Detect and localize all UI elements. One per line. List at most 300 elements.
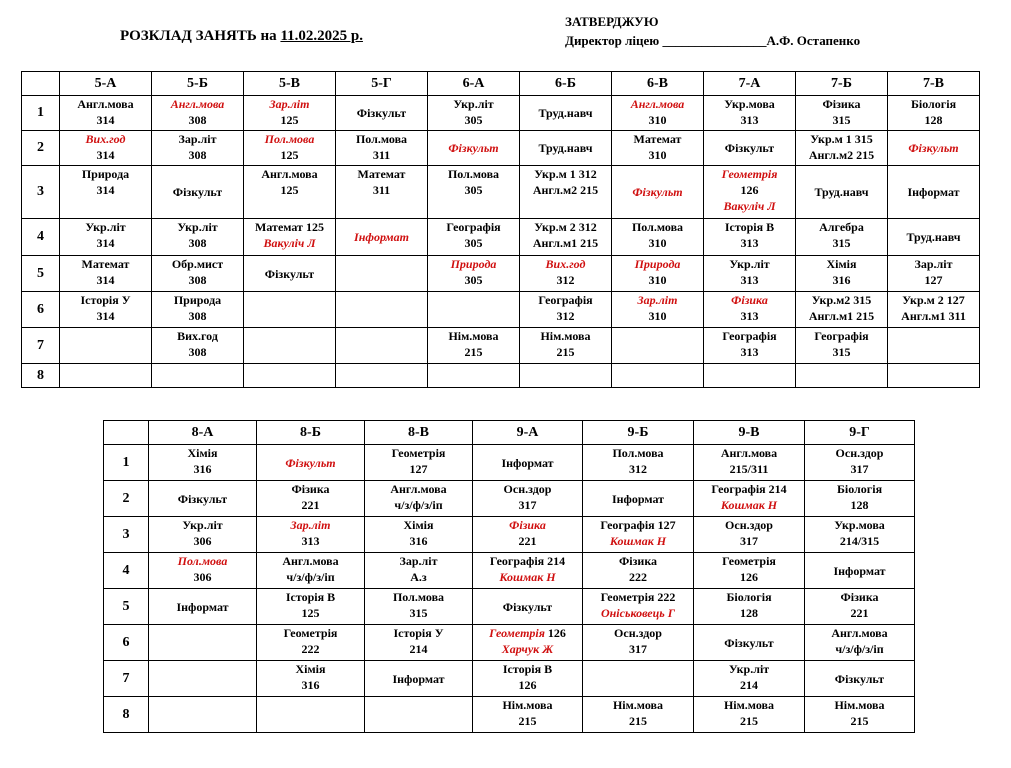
lesson-text: Укр.літ xyxy=(177,220,218,234)
class-header: 8-Б xyxy=(257,421,365,445)
lesson-cell xyxy=(473,697,583,733)
lesson-line xyxy=(584,569,692,585)
lesson-line xyxy=(366,605,471,621)
lesson-cell xyxy=(257,517,365,553)
lesson-text: 314 xyxy=(96,273,115,287)
lesson-line xyxy=(521,292,610,308)
lesson-line xyxy=(797,96,886,112)
lesson-row xyxy=(22,292,980,328)
lesson-cell xyxy=(473,589,583,625)
corner-cell xyxy=(22,72,60,96)
lesson-cell xyxy=(694,517,805,553)
lesson-line xyxy=(797,272,886,288)
lesson-line xyxy=(889,229,978,245)
lesson-cell xyxy=(244,166,336,219)
lesson-line xyxy=(613,235,702,251)
lesson-text: 317 xyxy=(850,462,869,476)
lesson-cell xyxy=(612,166,704,219)
lesson-cell xyxy=(149,661,257,697)
lesson-cell xyxy=(612,96,704,131)
lesson-line xyxy=(797,147,886,163)
lesson-text-highlighted: Вих.год xyxy=(545,257,586,271)
lesson-text: Історія У xyxy=(80,293,131,307)
lesson-text-highlighted: Фізкульт xyxy=(285,455,336,470)
lesson-text: Укр.м 2 312 xyxy=(534,220,597,234)
lesson-text: 308 xyxy=(188,113,207,127)
lesson-text: 315 xyxy=(832,345,851,359)
lesson-text: Біологія xyxy=(836,482,883,496)
lesson-text: Хімія xyxy=(295,662,326,676)
lesson-text: Укр.літ xyxy=(729,257,770,271)
lesson-line xyxy=(695,635,803,651)
lesson-row xyxy=(22,166,980,219)
lesson-text-highlighted: Зар.літ xyxy=(269,97,310,111)
lesson-line xyxy=(245,166,334,182)
lesson-line xyxy=(366,553,471,569)
lesson-cell xyxy=(257,481,365,517)
lesson-cell xyxy=(336,256,428,292)
lesson-row xyxy=(22,96,980,131)
lesson-text-highlighted: Фізика xyxy=(731,293,768,307)
lesson-cell xyxy=(520,292,612,328)
lesson-cell xyxy=(365,517,473,553)
lesson-line xyxy=(705,219,794,235)
director-label: Директор ліцею xyxy=(565,33,663,48)
lesson-text: Нім.мова xyxy=(612,698,664,712)
lesson-line xyxy=(695,589,803,605)
lesson-line xyxy=(150,599,255,615)
lesson-text: Фізкульт xyxy=(834,671,885,686)
lesson-text: 128 xyxy=(740,606,758,620)
lesson-text: Географія xyxy=(538,293,593,307)
lesson-number: 3 xyxy=(104,517,149,553)
lesson-text: 317 xyxy=(518,498,537,512)
lesson-cell xyxy=(473,661,583,697)
lesson-cell xyxy=(583,481,694,517)
lesson-cell xyxy=(796,96,888,131)
lesson-cell xyxy=(694,445,805,481)
lesson-line xyxy=(245,266,334,282)
lesson-text: ч/з/ф/з/іп xyxy=(394,498,443,512)
lesson-number: 6 xyxy=(22,292,60,328)
lesson-text: Англ.м2 215 xyxy=(532,183,599,197)
lesson-line xyxy=(150,553,255,569)
lesson-line xyxy=(258,455,363,471)
lesson-text-highlighted: Вих.год xyxy=(85,132,126,146)
lesson-line xyxy=(366,461,471,477)
lesson-cell xyxy=(888,256,980,292)
lesson-text: Географія 127 xyxy=(600,518,676,532)
lesson-text: Осн.здор xyxy=(835,446,884,460)
lesson-text: Укр.м2 315 xyxy=(811,293,872,307)
lesson-text: 215 xyxy=(629,714,647,728)
lesson-text: Природа xyxy=(173,293,222,307)
lesson-text-highlighted: Інформат xyxy=(354,230,409,244)
lesson-text: 126 xyxy=(740,183,759,197)
lesson-cell xyxy=(520,256,612,292)
lesson-line xyxy=(889,308,978,324)
lesson-text: Історія В xyxy=(724,220,775,234)
lesson-text: Укр.м 1 315 xyxy=(810,132,873,146)
lesson-cell xyxy=(428,364,520,388)
lesson-line xyxy=(613,292,702,308)
lesson-line xyxy=(474,569,581,585)
lesson-line xyxy=(806,641,913,657)
lesson-text: 215/311 xyxy=(729,462,769,476)
lesson-text: Пол.мова xyxy=(392,590,445,604)
lesson-line xyxy=(705,198,794,214)
lesson-number: 5 xyxy=(22,256,60,292)
lesson-text: 315 xyxy=(409,606,428,620)
lesson-line xyxy=(695,677,803,693)
lesson-line xyxy=(797,131,886,147)
class-header: 6-Б xyxy=(520,72,612,96)
lesson-text: 311 xyxy=(372,183,391,197)
lesson-text: 313 xyxy=(301,534,320,548)
lesson-line xyxy=(889,184,978,200)
corner-cell xyxy=(104,421,149,445)
lesson-text: Фізкульт xyxy=(356,106,407,120)
lesson-line xyxy=(806,497,913,513)
lesson-line xyxy=(806,589,913,605)
lesson-text: 312 xyxy=(556,273,575,287)
lesson-row xyxy=(22,328,980,364)
lesson-row xyxy=(22,256,980,292)
lesson-text: 126 xyxy=(518,678,537,692)
lesson-cell xyxy=(694,625,805,661)
lesson-line xyxy=(521,140,610,156)
lesson-text: 315 xyxy=(832,236,851,250)
lesson-cell xyxy=(520,96,612,131)
lesson-text-highlighted: Англ.мова xyxy=(630,97,685,111)
lesson-cell xyxy=(152,166,244,219)
lesson-cell xyxy=(473,517,583,553)
lesson-cell xyxy=(365,589,473,625)
lesson-text-highlighted: Фізкульт xyxy=(908,141,959,155)
lesson-text: 125 xyxy=(280,113,299,127)
lesson-text: Математ 125 xyxy=(255,220,324,234)
lesson-cell xyxy=(428,219,520,256)
lesson-line xyxy=(429,96,518,112)
lesson-text: 305 xyxy=(464,113,483,127)
lesson-text: 313 xyxy=(740,273,759,287)
schedule-table-grades-8-9 xyxy=(103,420,915,733)
lesson-line xyxy=(521,272,610,288)
lesson-line xyxy=(806,517,913,533)
lesson-text: Нім.мова xyxy=(834,698,885,712)
lesson-text: Інформат xyxy=(176,599,229,614)
lesson-line xyxy=(613,184,702,200)
lesson-cell xyxy=(805,517,915,553)
lesson-text: Труд.навч xyxy=(538,141,593,155)
lesson-cell xyxy=(704,131,796,166)
lesson-number: 4 xyxy=(22,219,60,256)
lesson-cell xyxy=(257,589,365,625)
lesson-line xyxy=(366,445,471,461)
lesson-line xyxy=(584,589,692,605)
lesson-cell xyxy=(796,131,888,166)
lesson-text: Географія 214 xyxy=(711,482,787,496)
lesson-text: 128 xyxy=(924,113,943,127)
class-header: 5-Г xyxy=(336,72,428,96)
lesson-line xyxy=(150,569,255,585)
lesson-number: 2 xyxy=(22,131,60,166)
lesson-number: 4 xyxy=(104,553,149,589)
lesson-text: Нім.мова xyxy=(448,329,499,343)
lesson-text-highlighted: Пол.мова xyxy=(177,554,228,568)
lesson-line xyxy=(245,131,334,147)
lesson-line xyxy=(153,96,242,112)
lesson-text: 308 xyxy=(188,148,207,162)
lesson-line xyxy=(613,272,702,288)
lesson-text: Інформат xyxy=(611,491,665,506)
lesson-cell xyxy=(583,661,694,697)
lesson-row xyxy=(104,445,915,481)
lesson-cell xyxy=(520,364,612,388)
lesson-line xyxy=(474,641,581,657)
lesson-cell xyxy=(473,445,583,481)
lesson-line xyxy=(429,219,518,235)
lesson-line xyxy=(474,553,581,569)
lesson-line xyxy=(61,308,150,324)
lesson-line xyxy=(366,497,471,513)
lesson-line xyxy=(806,461,913,477)
lesson-text: Англ.м1 215 xyxy=(808,309,875,323)
lesson-cell xyxy=(694,589,805,625)
lesson-text: Інформат xyxy=(833,563,886,578)
lesson-text: 310 xyxy=(648,273,667,287)
lesson-line xyxy=(695,497,803,513)
lesson-line xyxy=(429,272,518,288)
lesson-cell xyxy=(149,481,257,517)
lesson-line xyxy=(613,308,702,324)
lesson-text: Фізкульт xyxy=(724,635,774,650)
lesson-line xyxy=(337,131,426,147)
lesson-cell xyxy=(888,364,980,388)
lesson-text: 127 xyxy=(409,462,428,476)
lesson-cell xyxy=(612,131,704,166)
lesson-text: 221 xyxy=(301,498,320,512)
lesson-line xyxy=(429,344,518,360)
lesson-text: 317 xyxy=(740,534,758,548)
lesson-text: 314 xyxy=(96,148,115,162)
lesson-text: Фізика xyxy=(291,482,330,496)
lesson-line xyxy=(474,661,581,677)
lesson-text: Пол.мова xyxy=(612,446,664,460)
lesson-line xyxy=(521,182,610,198)
lesson-cell xyxy=(152,328,244,364)
lesson-cell xyxy=(60,219,152,256)
lesson-cell xyxy=(149,697,257,733)
lesson-line xyxy=(806,697,913,713)
lesson-text: Фізкульт xyxy=(172,185,223,199)
lesson-line xyxy=(705,292,794,308)
lesson-text-highlighted: Фізика xyxy=(509,518,546,532)
lesson-line xyxy=(806,713,913,729)
lesson-text: Хімія xyxy=(187,446,218,460)
lesson-cell xyxy=(336,96,428,131)
lesson-cell xyxy=(257,661,365,697)
lesson-text: Фізкульт xyxy=(724,141,775,155)
lesson-line xyxy=(258,533,363,549)
lesson-text: 215 xyxy=(556,345,575,359)
lesson-line xyxy=(695,553,803,569)
lesson-cell xyxy=(473,553,583,589)
lesson-cell xyxy=(612,256,704,292)
lesson-text: Англ.мова xyxy=(720,446,778,460)
lesson-line xyxy=(584,461,692,477)
class-header: 9-Г xyxy=(805,421,915,445)
lesson-cell xyxy=(149,445,257,481)
lesson-line xyxy=(797,112,886,128)
lesson-text: 125 xyxy=(280,183,299,197)
lesson-cell xyxy=(365,625,473,661)
lesson-cell xyxy=(888,131,980,166)
lesson-line xyxy=(366,481,471,497)
lesson-text-highlighted: Кошмак Н xyxy=(499,570,556,584)
lesson-text: Пол.мова xyxy=(447,167,500,181)
lesson-line xyxy=(797,235,886,251)
class-header: 8-В xyxy=(365,421,473,445)
lesson-text: Обр.мист xyxy=(171,257,224,271)
lesson-line xyxy=(474,677,581,693)
lesson-cell xyxy=(796,256,888,292)
lesson-line xyxy=(153,112,242,128)
lesson-text: 215 xyxy=(850,714,869,728)
lesson-line xyxy=(258,641,363,657)
lesson-line xyxy=(258,677,363,693)
lesson-line xyxy=(613,112,702,128)
lesson-line xyxy=(153,292,242,308)
lesson-text-highlighted: Вакуліч Л xyxy=(723,199,776,213)
lesson-cell xyxy=(805,625,915,661)
lesson-cell xyxy=(612,292,704,328)
lesson-line xyxy=(366,671,471,687)
lesson-line xyxy=(797,308,886,324)
lesson-cell xyxy=(694,661,805,697)
lesson-cell xyxy=(612,364,704,388)
lesson-line xyxy=(474,497,581,513)
lesson-cell xyxy=(704,256,796,292)
lesson-text: Фізкульт xyxy=(264,266,315,281)
lesson-number: 7 xyxy=(104,661,149,697)
lesson-cell xyxy=(152,364,244,388)
lesson-number: 2 xyxy=(104,481,149,517)
lesson-text: Укр.літ xyxy=(182,518,223,532)
lesson-text-highlighted: Природа xyxy=(450,257,497,271)
lesson-text: Хімія xyxy=(403,518,434,532)
lesson-line xyxy=(337,147,426,163)
lesson-text: Зар.літ xyxy=(399,554,438,568)
lesson-number: 7 xyxy=(22,328,60,364)
lesson-text: 305 xyxy=(464,273,483,287)
lesson-room: 126 xyxy=(544,626,566,640)
lesson-cell xyxy=(149,553,257,589)
lesson-number: 3 xyxy=(22,166,60,219)
lesson-line xyxy=(889,292,978,308)
lesson-cell xyxy=(428,131,520,166)
lesson-line xyxy=(705,96,794,112)
lesson-line xyxy=(889,96,978,112)
lesson-text: Осн.здор xyxy=(614,626,662,640)
lesson-line xyxy=(797,256,886,272)
lesson-text: Алгебра xyxy=(819,220,864,234)
lesson-line xyxy=(258,569,363,585)
lesson-line xyxy=(797,328,886,344)
lesson-line xyxy=(521,235,610,251)
lesson-cell xyxy=(336,131,428,166)
lesson-line xyxy=(366,569,471,585)
lesson-text: Пол.мова xyxy=(355,132,408,146)
lesson-cell xyxy=(244,256,336,292)
lesson-line xyxy=(429,256,518,272)
lesson-line xyxy=(245,96,334,112)
lesson-cell xyxy=(796,166,888,219)
lesson-text: Зар.літ xyxy=(914,257,953,271)
lesson-line xyxy=(584,517,692,533)
lesson-cell xyxy=(796,364,888,388)
lesson-text: А.з xyxy=(410,570,427,584)
lesson-text: 310 xyxy=(648,309,667,323)
lesson-text: Біологія xyxy=(726,590,772,604)
lesson-cell xyxy=(149,517,257,553)
lesson-line xyxy=(258,481,363,497)
lesson-text: 215 xyxy=(740,714,758,728)
lesson-line xyxy=(150,445,255,461)
lesson-line xyxy=(61,131,150,147)
lesson-line xyxy=(61,112,150,128)
lesson-line xyxy=(153,256,242,272)
lesson-line xyxy=(695,661,803,677)
lesson-text: Нім.мова xyxy=(540,329,591,343)
lesson-text: 221 xyxy=(850,606,869,620)
lesson-cell xyxy=(888,292,980,328)
lesson-line xyxy=(258,605,363,621)
lesson-cell xyxy=(428,96,520,131)
lesson-line xyxy=(429,328,518,344)
lesson-line xyxy=(806,445,913,461)
lesson-cell xyxy=(244,292,336,328)
lesson-text: Фізика xyxy=(618,554,658,568)
lesson-row xyxy=(22,219,980,256)
lesson-text: Географія xyxy=(446,220,501,234)
lesson-line xyxy=(150,461,255,477)
lesson-cell xyxy=(336,166,428,219)
lesson-text: 312 xyxy=(629,462,647,476)
lesson-line xyxy=(153,308,242,324)
lesson-text: 310 xyxy=(648,236,667,250)
lesson-line xyxy=(613,256,702,272)
lesson-line xyxy=(337,229,426,245)
lesson-line xyxy=(889,140,978,156)
lesson-line xyxy=(521,344,610,360)
class-header: 5-В xyxy=(244,72,336,96)
lesson-line xyxy=(613,219,702,235)
lesson-line xyxy=(245,112,334,128)
schedule-date: 11.02.2025 р. xyxy=(280,28,363,44)
lesson-text: 313 xyxy=(740,236,759,250)
lesson-text: Фізкульт xyxy=(177,491,228,506)
lesson-line xyxy=(61,235,150,251)
lesson-cell xyxy=(805,481,915,517)
lesson-cell xyxy=(704,219,796,256)
lesson-cell xyxy=(244,328,336,364)
lesson-cell xyxy=(888,166,980,219)
lesson-cell xyxy=(257,625,365,661)
lesson-line xyxy=(705,166,794,182)
lesson-cell xyxy=(473,625,583,661)
lesson-line xyxy=(705,112,794,128)
